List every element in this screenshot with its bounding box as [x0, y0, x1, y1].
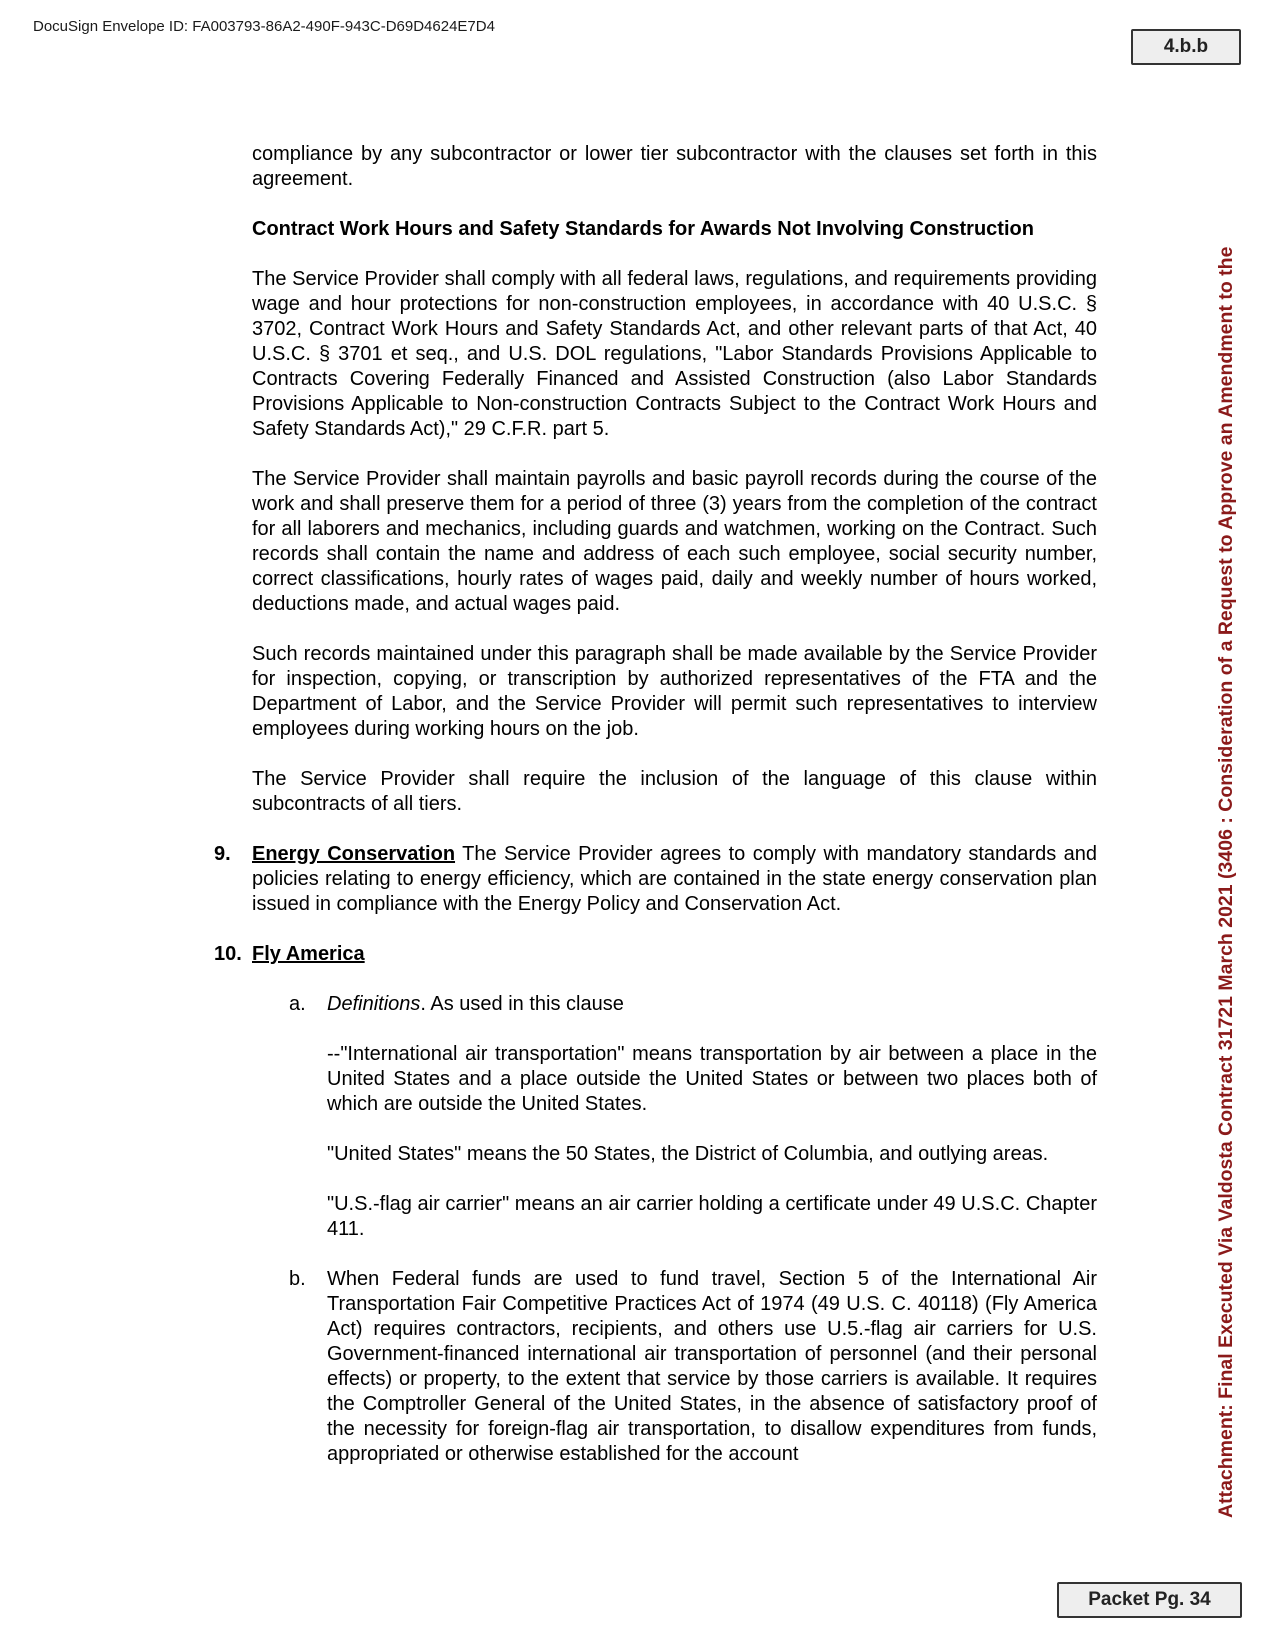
section-number: 10. [214, 943, 242, 965]
packet-page-number: Packet Pg. 34 [1057, 1582, 1242, 1618]
paragraph-payroll-records: The Service Provider shall maintain payrolls and basic payroll records during the course of the work and shall preserve them for a period of three (3) years from the completion of the contract for all laborers and mechanics, including guards and watchmen, working on the Contract. Such records shall contain the name and address of each such employee, social security number, correct classifications, hourly rates of wages paid, daily and weekly number of hours worked, deductions made, and actual wages paid. [252, 468, 1097, 615]
section-energy-conservation [214, 842, 1097, 917]
section-tag: 4.b.b [1131, 29, 1241, 65]
section-fly-america [214, 942, 1097, 967]
section-title: Fly America [252, 943, 365, 965]
item-federal-funds-travel [289, 1267, 1097, 1467]
contract-work-hours-heading: Contract Work Hours and Safety Standards for Awards Not Involving Construction [252, 218, 1034, 240]
definition-international-air: --"International air transportation" means transportation by air between a place in the United States and a place outside the United States or between two places both of which are outside the United States. [327, 1043, 1097, 1115]
definitions-lead [327, 992, 1097, 1017]
item-letter: b. [289, 1268, 306, 1290]
item-letter: a. [289, 993, 306, 1015]
section-text: The Service Provider agrees to comply with mandatory standards and policies relating to energy efficiency, which are contained in the state energy conservation plan issued in compliance with the Energy Policy and Conservation Act. [252, 843, 1097, 915]
definition-united-states: "United States" means the 50 States, the District of Columbia, and outlying areas. [327, 1143, 1049, 1165]
attachment-sidebar [1207, 142, 1245, 1518]
definitions-term: Definitions [327, 993, 421, 1015]
attachment-label: Attachment: Final Executed Via Valdosta Contract 31721 March 2021 (3406 : Consideration of a Request to Approve an Amendment to the [1215, 246, 1237, 1518]
section-title: Energy Conservation [252, 843, 456, 865]
paragraph-subcontracts: The Service Provider shall require the inclusion of the language of this clause within subcontracts of all tiers. [252, 768, 1097, 815]
envelope-id: DocuSign Envelope ID: FA003793-86A2-490F-943C-D69D4624E7D4 [33, 18, 495, 35]
definition-us-flag-carrier: "U.S.-flag air carrier" means an air carrier holding a certificate under 49 U.S.C. Chapter 411. [327, 1193, 1097, 1240]
item-definitions [289, 992, 1097, 1242]
document-body [214, 142, 1097, 1492]
intro-paragraph: compliance by any subcontractor or lower tier subcontractor with the clauses set forth in this agreement. [252, 143, 1097, 190]
paragraph-federal-laws: The Service Provider shall comply with all federal laws, regulations, and requirements providing wage and hour protections for non-construction employees, in accordance with 40 U.S.C. § 3702, Contract Work Hours and Safety Standards Act, and other relevant parts of that Act, 40 U.S.C. § 3701 et seq., and U.S. DOL regulations, "Labor Standards Provisions Applicable to Contracts Covering Federally Financed and Assisted Construction (also Labor Standards Provisions Applicable to Non-construction Contracts Subject to the Contract Work Hours and Safety Standards Act)," 29 C.F.R. part 5. [252, 268, 1097, 440]
federal-funds-paragraph: When Federal funds are used to fund travel, Section 5 of the International Air Transportation Fair Competitive Practices Act of 1974 (49 U.S. C. 40118) (Fly America Act) requires contractors, recipients, and others use U.5.-flag air carriers for U.S. Government-financed international air transportation of personnel (and their personal effects) or property, to the extent that service by those carriers is available. It requires the Comptroller General of the United States, in the absence of satisfactory proof of the necessity for foreign-flag air transportation, to disallow expenditures from funds, appropriated or otherwise established for the account [327, 1268, 1097, 1465]
paragraph-records-availability: Such records maintained under this paragraph shall be made available by the Service Provider for inspection, copying, or transcription by authorized representatives of the FTA and the Department of Labor, and the Service Provider will permit such representatives to interview employees during working hours on the job. [252, 643, 1097, 740]
definitions-lead-text: . As used in this clause [420, 993, 624, 1015]
section-number: 9. [214, 843, 231, 865]
